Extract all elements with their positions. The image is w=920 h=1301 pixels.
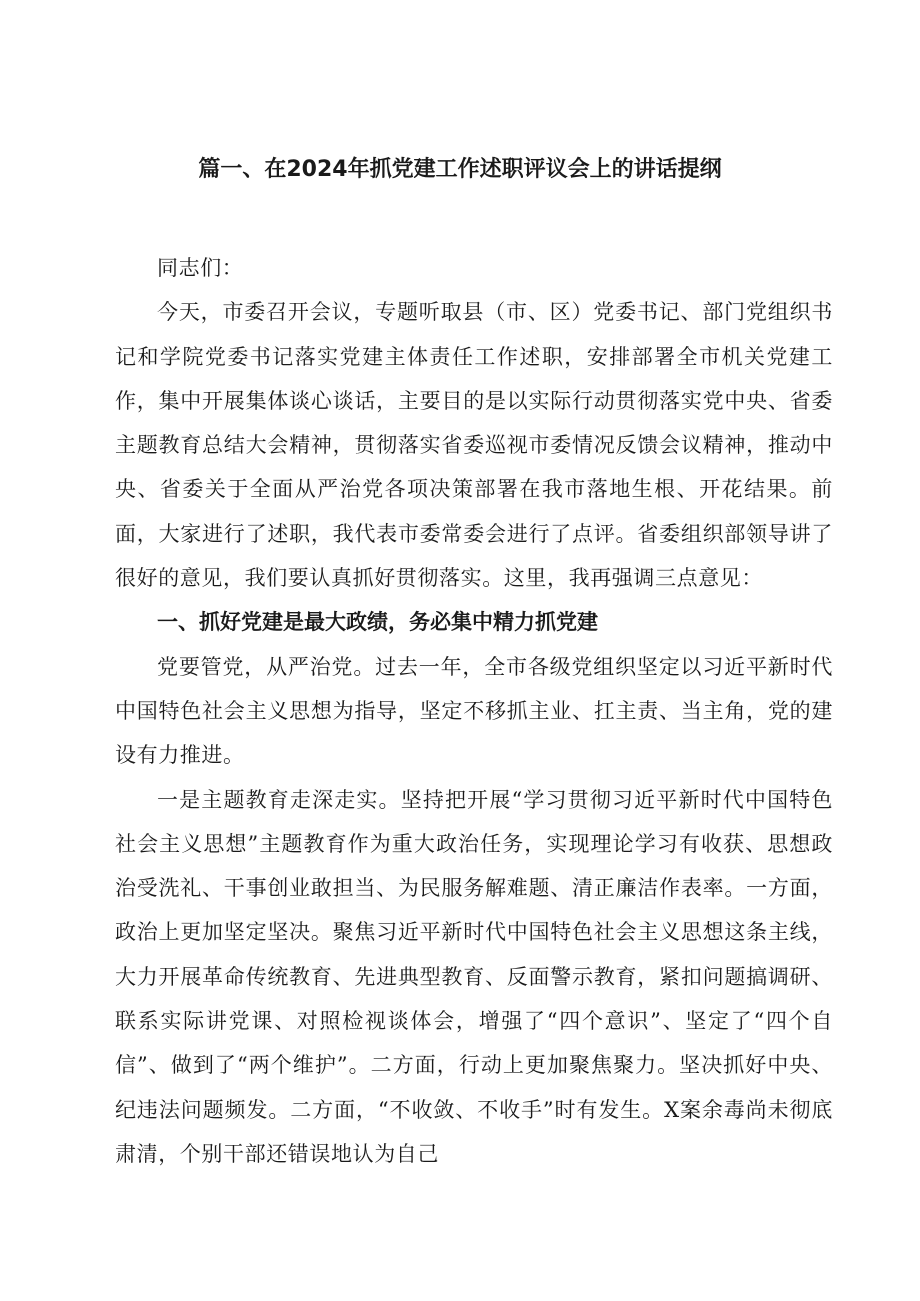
document-title: 篇一、在2024年抓党建工作述职评议会上的讲话提纲 — [198, 157, 722, 182]
document-body — [115, 246, 833, 1176]
section-paragraph: 党要管党，从严治党。过去一年，全市各级党组织坚定以习近平新时代中国特色社会主义思想为指导，坚定不移抓主业、扛主责、当主角，党的建设有力推进。 — [115, 654, 833, 768]
section-paragraph: 一是主题教育走深走实。坚持把开展“学习贯彻习近平新时代中国特色社会主义思想”主题教育作为重大政治任务，实现理论学习有收获、思想政治受洗礼、干事创业敢担当、为民服务解难题、清正廉洁作表率。一方面，政治上更加坚定坚决。聚焦习近平新时代中国特色社会主义思想这条主线，大力开展革命传统教育、先进典型教育、反面警示教育，紧扣问题搞调研、联系实际讲党课、对照检视谈体会，增强了“四个意识”、坚定了“四个自信”、做到了“两个维护”。二方面，行动上更加聚焦聚力。坚决抓好中央、纪违法问题频发。二方面，“不收敛、不收手”时有发生。X案余毒尚未彻底肃清，个别干部还错误地认为自己 — [115, 787, 833, 1166]
section-heading: 一、抓好党建是最大政绩，务必集中精力抓党建 — [157, 610, 598, 635]
salutation: 同志们： — [157, 256, 244, 280]
intro-paragraph: 今天，市委召开会议，专题听取县（市、区）党委书记、部门党组织书记和学院党委书记落实党建主体责任工作述职，安排部署全市机关党建工作，集中开展集体谈心谈话，主要目的是以实际行动贯彻落实党中央、省委主题教育总结大会精神，贯彻落实省委巡视市委情况反馈会议精神，推动中央、省委关于全面从严治党各项决策部署在我市落地生根、开花结果。前面，大家进行了述职，我代表市委常委会进行了点评。省委组织部领导讲了很好的意见，我们要认真抓好贯彻落实。这里，我再强调三点意见： — [115, 300, 833, 591]
